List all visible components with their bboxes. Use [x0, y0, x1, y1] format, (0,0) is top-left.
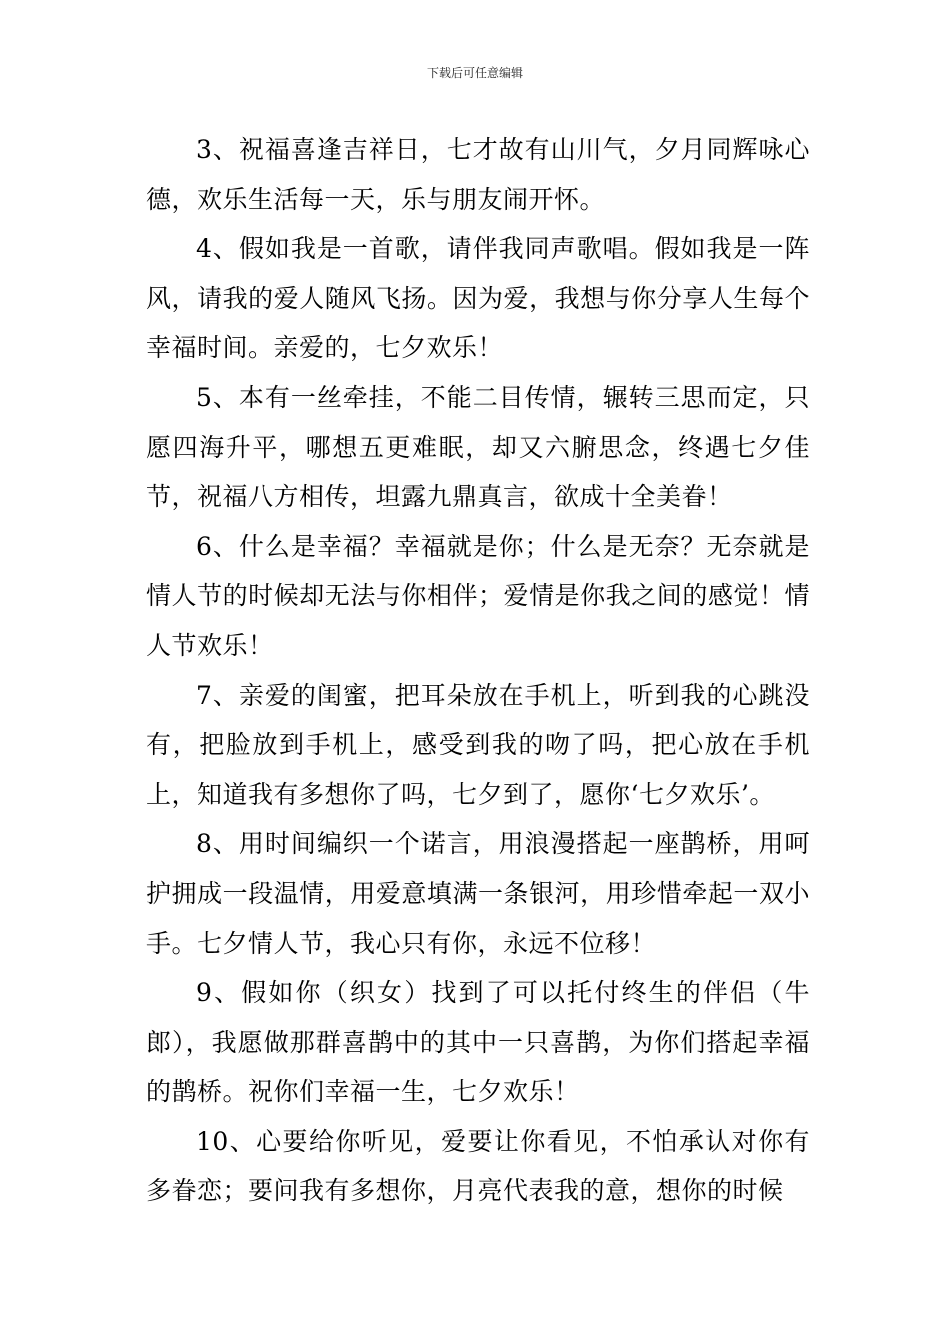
paragraph-3: 3、祝福喜逢吉祥日，七才故有山川气，夕月同辉咏心德，欢乐生活每一天，乐与朋友闹开怀。 — [146, 135, 810, 214]
paragraph-9: 9、假如你（织女）找到了可以托付终生的伴侣（牛郎），我愿做那群喜鹊中的其中一只喜鹊，为你们搭起幸福的鹊桥。祝你们幸福一生，七夕欢乐！ — [146, 978, 810, 1107]
paragraph-6: 6、什么是幸福？幸福就是你；什么是无奈？无奈就是情人节的时候却无法与你相伴；爱情是你我之间的感觉！情人节欢乐！ — [146, 531, 810, 660]
paragraph-10: 10、心要给你听见，爱要让你看见，不怕承认对你有多眷恋；要问我有多想你，月亮代表我的意，想你的时候 — [146, 1126, 810, 1206]
page-header: 下载后可任意编辑 — [426, 66, 523, 80]
paragraph-4: 4、假如我是一首歌，请伴我同声歌唱。假如我是一阵风，请我的爱人随风飞扬。因为爱，我想与你分享人生每个幸福时间。亲爱的，七夕欢乐！ — [146, 234, 810, 363]
paragraph-8: 8、用时间编织一个诺言，用浪漫搭起一座鹊桥，用呵护拥成一段温情，用爱意填满一条银河，用珍惜牵起一双小手。七夕情人节，我心只有你，永远不位移！ — [146, 829, 810, 958]
document-body — [146, 125, 810, 1216]
paragraph-5: 5、本有一丝牵挂，不能二目传情，辗转三思而定，只愿四海升平，哪想五更难眠，却又六腑思念，终遇七夕佳节，祝福八方相传，坦露九鼎真言，欲成十全美眷！ — [146, 382, 810, 512]
paragraph-7: 7、亲爱的闺蜜，把耳朵放在手机上，听到我的心跳没有，把脸放到手机上，感受到我的吻了吗，把心放在手机上，知道我有多想你了吗，七夕到了，愿你‘七夕欢乐’。 — [146, 680, 810, 809]
